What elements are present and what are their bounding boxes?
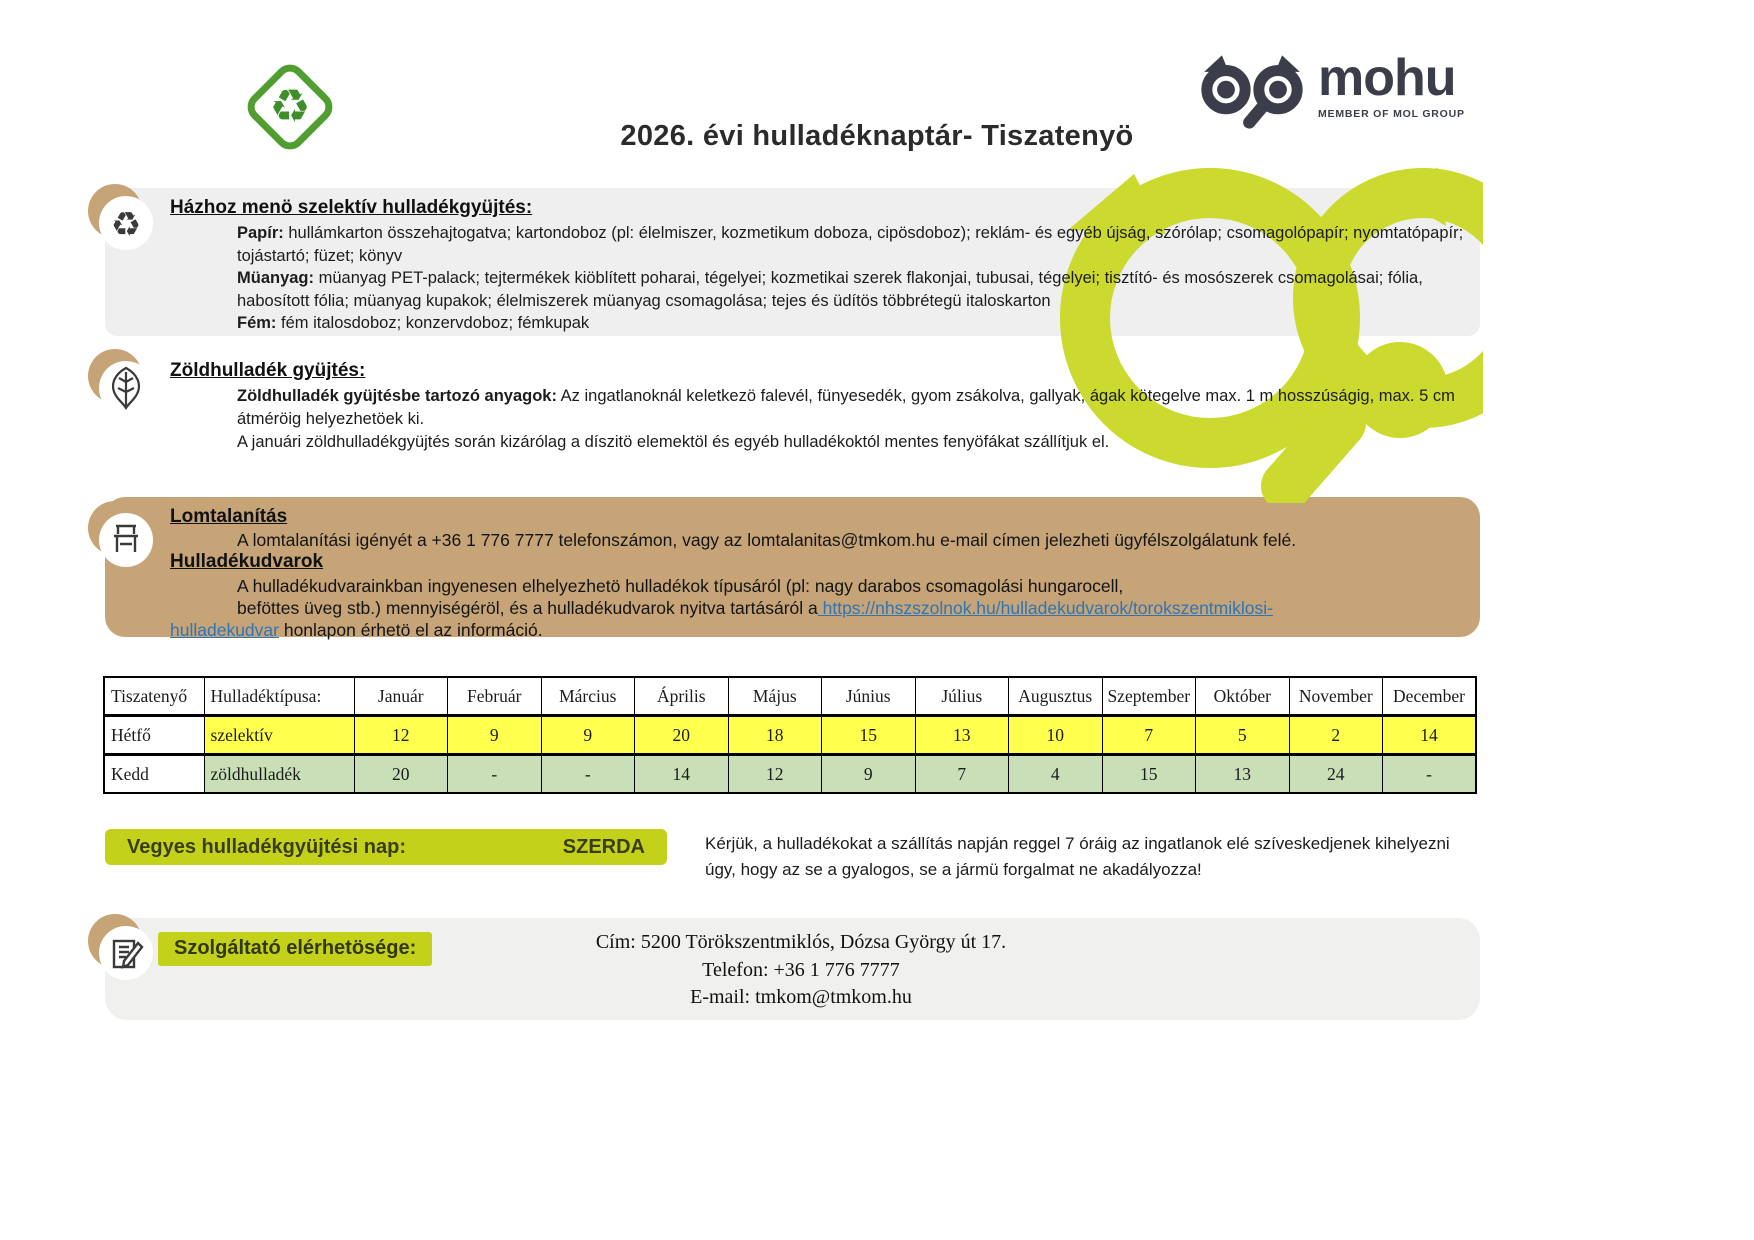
- table-month-header: Október: [1196, 677, 1290, 716]
- plastic-text: müanyag PET-palack; tejtermékek kiöblített poharai, tégelyei; kozmetikai szerek flakonjai, tubusai, tégelyei; tisztító- és mosószerek csomagolásai; fólia, habosított fólia; müanyag kupakok; élelmiszerek müanyag csomagolása; tejes és üdítös többrétegü italoskarton: [237, 269, 1423, 310]
- table-row: [104, 755, 1476, 794]
- table-date-cell: 13: [1196, 755, 1290, 794]
- table-date-cell: 20: [354, 755, 448, 794]
- table-date-cell: 12: [354, 716, 448, 755]
- table-date-cell: -: [1383, 755, 1477, 794]
- plastic-item: [237, 267, 1469, 312]
- metal-text: fém italosdoboz; konzervdoboz; fémkupak: [276, 314, 590, 332]
- placement-note: Kérjük, a hulladékokat a szállítás napján reggel 7 óráig az ingatlanok elé szíveskedjenek kihelyezni úgy, hogy az se a gyalogos, se a jármü forgalmat ne akadályozza!: [705, 834, 1450, 879]
- mohu-logo: [1200, 49, 1465, 130]
- yards-line3: [170, 620, 1410, 641]
- paper-label: Papír:: [237, 224, 284, 242]
- table-date-cell: 4: [1009, 755, 1103, 794]
- greenwaste-body: [237, 385, 1477, 454]
- table-month-header: Május: [728, 677, 822, 716]
- table-date-cell: -: [448, 755, 542, 794]
- table-month-header: Március: [541, 677, 635, 716]
- table-day-cell: Hétfő: [104, 716, 204, 755]
- table-date-cell: 9: [822, 755, 916, 794]
- table-corner-cell: Tiszatenyő: [104, 677, 204, 716]
- recycle-icon: ♻: [269, 80, 311, 132]
- table-date-cell: 14: [635, 755, 729, 794]
- mixed-day-banner: [105, 829, 667, 865]
- table-row: [104, 716, 1476, 755]
- contact-email: E-mail: tmkom@tmkom.hu: [690, 986, 912, 1008]
- plastic-label: Müanyag:: [237, 269, 315, 287]
- selective-heading: Házhoz menö szelektív hulladékgyüjtés:: [170, 197, 533, 218]
- table-type-cell: zöldhulladék: [204, 755, 354, 794]
- greenwaste-materials: [237, 385, 1477, 431]
- yard-info-link-wrap[interactable]: hulladekudvar: [170, 620, 279, 640]
- greenwaste-lead-label: Zöldhulladék gyüjtésbe tartozó anyagok:: [237, 387, 557, 405]
- table-date-cell: 10: [1009, 716, 1103, 755]
- yard-info-link[interactable]: https://nhszszolnok.hu/hulladekudvarok/torokszentmiklosi-: [817, 598, 1273, 618]
- metal-item: [237, 312, 1469, 335]
- bulky-badge: [86, 500, 158, 572]
- table-date-cell: 24: [1289, 755, 1383, 794]
- mohu-wordmark: mohu: [1318, 49, 1456, 107]
- table-month-header: Szeptember: [1102, 677, 1196, 716]
- yards-heading: Hulladékudvarok: [170, 551, 324, 572]
- yards-line2: [237, 598, 1477, 619]
- table-month-header: Augusztus: [1009, 677, 1103, 716]
- table-date-cell: 13: [915, 716, 1009, 755]
- table-date-cell: 20: [635, 716, 729, 755]
- contact-block: [558, 929, 1044, 1012]
- yards-line1: A hulladékudvarainkban ingyenesen elhelyezhetö hulladékok típusáról (pl: nagy darabos csomagolási hungarocell,: [237, 576, 1124, 596]
- table-date-cell: 15: [1102, 755, 1196, 794]
- table-date-cell: 14: [1383, 716, 1477, 755]
- page-title: 2026. évi hulladéknaptár- Tiszatenyö: [620, 120, 1134, 152]
- table-date-cell: 15: [822, 716, 916, 755]
- provider-label: Szolgáltató elérhetösége:: [158, 932, 432, 966]
- recycle-outline-icon: ♻: [110, 206, 142, 244]
- selective-badge: [86, 183, 158, 255]
- contact-badge: [86, 913, 158, 985]
- table-type-cell: szelektív: [204, 716, 354, 755]
- table-header-row: [104, 677, 1476, 716]
- bulky-text: A lomtalanítási igényét a +36 1 776 7777 telefonszámon, vagy az lomtalanitas@tmkom.hu e-mail címen jelezheti ügyfélszolgálatunk felé.: [237, 530, 1297, 550]
- paper-item: [237, 222, 1469, 267]
- greenwaste-january-note: A januári zöldhulladékgyüjtés során kizárólag a díszitö elemektöl és egyéb hulladékoktól mentes fenyöfákat szállítjuk el.: [237, 433, 1110, 451]
- table-day-cell: Kedd: [104, 755, 204, 794]
- table-date-cell: 12: [728, 755, 822, 794]
- selective-body: [237, 222, 1469, 335]
- table-date-cell: 18: [728, 716, 822, 755]
- table-date-cell: -: [541, 755, 635, 794]
- contact-phone: Telefon: +36 1 776 7777: [702, 958, 900, 981]
- greenwaste-lead-text: Az ingatlanoknál keletkezö falevél, fünyesedék, gyom zsákolva, gallyak, ágak kötegelve max. 1 m hosszúságig, max. 5 cm átméröig helyezhetöek ki.: [237, 387, 1455, 428]
- mixed-day-value: SZERDA: [562, 835, 645, 858]
- table-month-header: November: [1289, 677, 1383, 716]
- table-date-cell: 7: [1102, 716, 1196, 755]
- table-date-cell: 7: [915, 755, 1009, 794]
- bulky-heading: Lomtalanítás: [170, 506, 288, 527]
- table-date-cell: 9: [541, 716, 635, 755]
- table-date-cell: 2: [1289, 716, 1383, 755]
- table-month-header: Február: [448, 677, 542, 716]
- table-date-cell: 9: [448, 716, 542, 755]
- greenwaste-heading: Zöldhulladék gyüjtés:: [170, 360, 366, 381]
- mohu-tagline: MEMBER OF MOL GROUP: [1318, 108, 1465, 120]
- table-date-cell: 5: [1196, 716, 1290, 755]
- contact-address: Cím: 5200 Törökszentmiklós, Dózsa György út 17.: [595, 931, 1007, 953]
- collection-calendar-table: [103, 676, 1477, 794]
- table-month-header: December: [1383, 677, 1477, 716]
- yards-line2-text: beföttes üveg stb.) mennyiségéröl, és a hulladékudvarok nyitva tartásáról a: [237, 598, 818, 618]
- table-month-header: Április: [635, 677, 729, 716]
- mixed-day-label: Vegyes hulladékgyüjtési nap:: [127, 835, 406, 858]
- mohu-owl-icon: [1200, 52, 1304, 130]
- table-month-header: Június: [822, 677, 916, 716]
- table-month-header: Július: [915, 677, 1009, 716]
- paper-text: hullámkarton összehajtogatva; kartondoboz (pl: élelmiszer, kozmetikum doboza, cipösdoboz); reklám- és egyéb újság, szórólap; csomagolópapír; nyomtatópapír; tojástartó; füzet; könyv: [237, 224, 1464, 265]
- metal-label: Fém:: [237, 314, 277, 332]
- table-month-header: Január: [354, 677, 448, 716]
- table-type-header: Hulladéktípusa:: [204, 677, 354, 716]
- greenwaste-badge: [86, 348, 158, 420]
- yards-line3-text: honlapon érhetö el az információ.: [278, 620, 543, 640]
